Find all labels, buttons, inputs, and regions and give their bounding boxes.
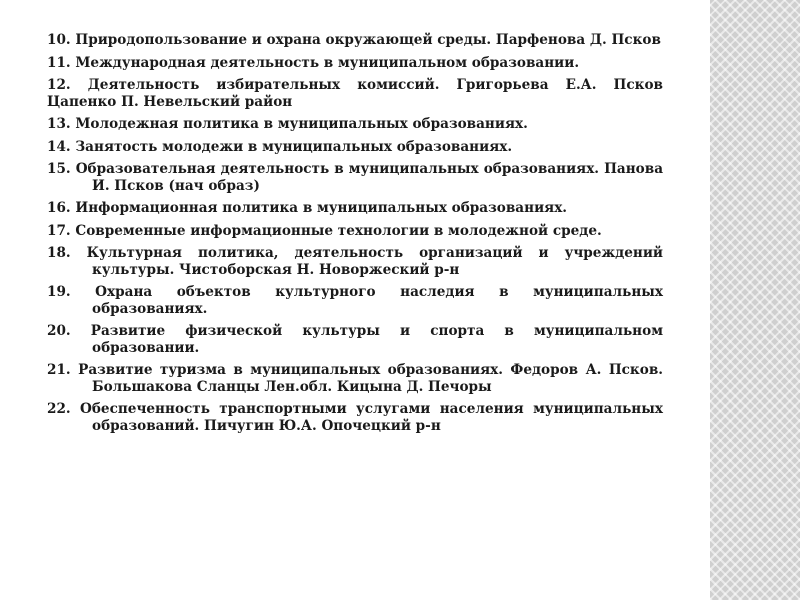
list-item: 22. Обеспеченность транспортными услугами населения муниципальных образований. Пичугин Ю.А. Опочецкий р-н (47, 401, 663, 434)
list-item: 12. Деятельность избирательных комиссий. Григорьева Е.А. Псков Цапенко П. Невельский район (47, 77, 663, 110)
list-item: 18. Культурная политика, деятельность организаций и учреждений культуры. Чистоборская Н. Новоржеский р-н (47, 245, 663, 278)
list-item: 16. Информационная политика в муниципальных образованиях. (47, 200, 568, 216)
list-item: 11. Международная деятельность в муниципальном образовании. (47, 54, 580, 71)
list-item: 21. Развитие туризма в муниципальных образованиях. Федоров А. Псков. Большакова Сланцы Лен.обл. Кицына Д. Печоры (47, 362, 663, 395)
list-item: 10. Природопользование и охрана окружающей среды. Парфенова Д. Псков (47, 32, 661, 48)
list-item: 17. Современные информационные технологии в молодежной среде. (47, 222, 602, 239)
list-item: 14. Занятость молодежи в муниципальных образованиях. (47, 138, 513, 155)
decorative-side-band (710, 0, 800, 600)
list-item: 15. Образовательная деятельность в муниципальных образованиях. Панова И. Псков (нач образ) (47, 161, 663, 194)
list-item: 19. Охрана объектов культурного наследия в муниципальных образованиях. (47, 284, 663, 317)
list-item: 20. Развитие физической культуры и спорта в муниципальном образовании. (47, 323, 663, 356)
topic-list (47, 32, 663, 440)
list-item: 13. Молодежная политика в муниципальных образованиях. (47, 116, 528, 132)
